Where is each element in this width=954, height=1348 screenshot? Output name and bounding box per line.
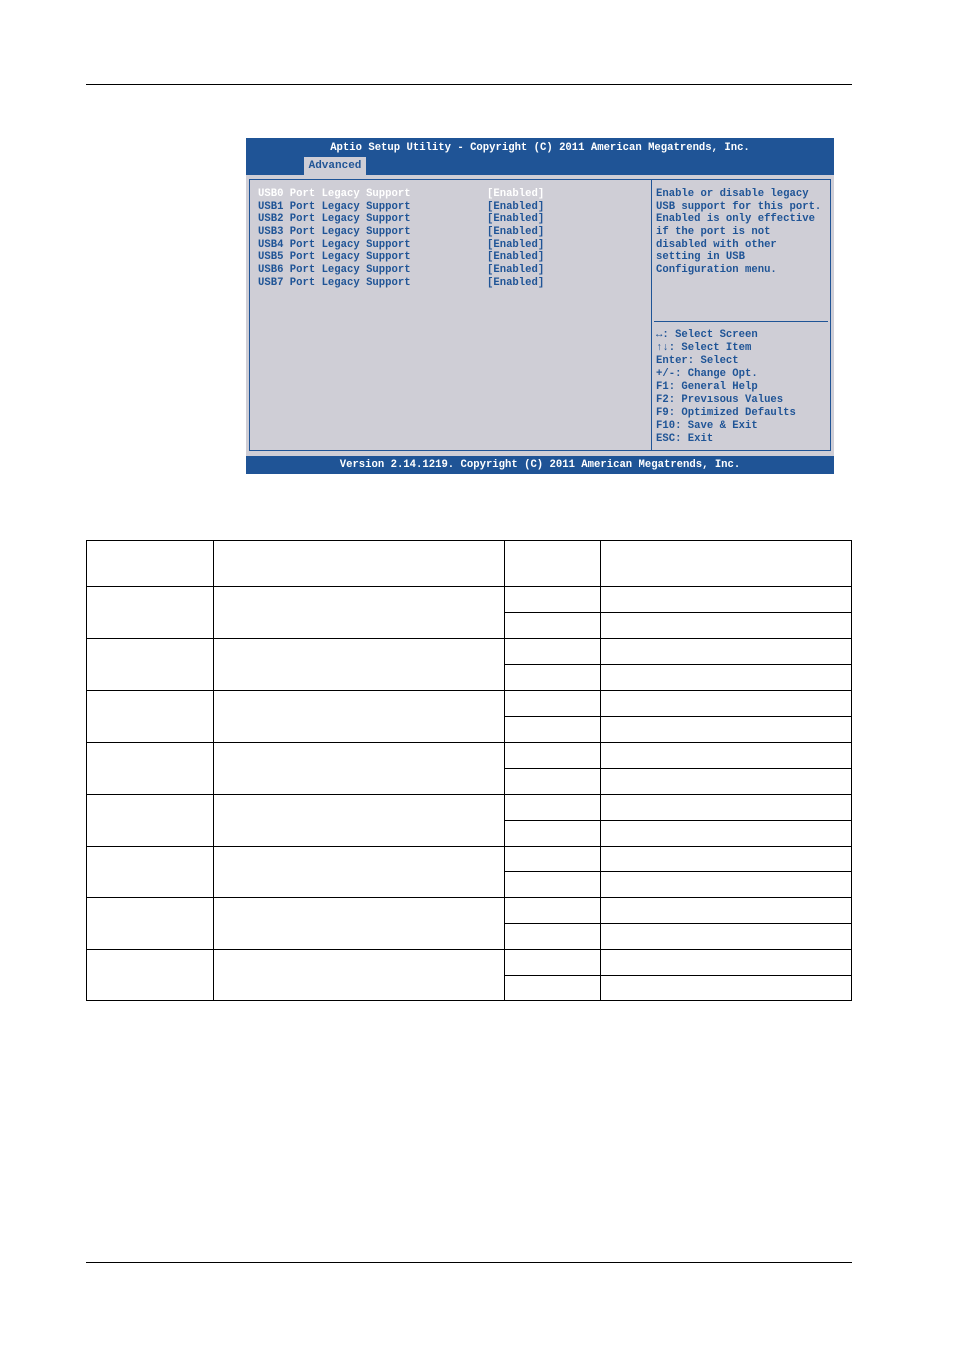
setting-value[interactable]: [Enabled]: [487, 188, 545, 200]
table-col-sep: [504, 540, 505, 1001]
help-text: [656, 188, 821, 277]
setting-value[interactable]: [Enabled]: [487, 276, 545, 289]
key-hint: F2: Prevısous Values: [656, 394, 784, 406]
table-subrow-rule: [504, 768, 852, 769]
key-hint: Enter: Select: [656, 355, 739, 367]
setting-usb7-legacy[interactable]: [258, 276, 545, 290]
setting-label: USB6 Port Legacy Support: [258, 264, 411, 277]
setting-label: USB0 Port Legacy Support: [258, 188, 411, 200]
key-hint: ↔: Select Screen: [656, 329, 758, 341]
help-line: Enabled is only effective: [656, 213, 815, 226]
help-line: setting in USB: [656, 251, 746, 264]
table-col-sep: [600, 540, 601, 1001]
help-separator: [654, 321, 828, 322]
key-hint: +/-: Change Opt.: [656, 368, 758, 380]
help-line: disabled with other: [656, 238, 777, 251]
table-subrow-rule: [504, 975, 852, 976]
table-subrow-rule: [504, 871, 852, 872]
settings-table: [86, 540, 852, 1001]
bios-header: [246, 138, 834, 175]
key-hint: F1: General Help: [656, 381, 758, 393]
setting-label: USB5 Port Legacy Support: [258, 251, 411, 264]
key-legend: [656, 329, 796, 446]
setting-value[interactable]: [Enabled]: [487, 238, 545, 251]
panel-divider: [651, 180, 652, 450]
setting-usb2-legacy[interactable]: [258, 213, 545, 226]
key-hint: ↑↓: Select Item: [656, 342, 752, 354]
table-border-right: [851, 540, 852, 1001]
setting-value[interactable]: [Enabled]: [487, 200, 545, 213]
bios-screenshot: [246, 138, 834, 474]
setting-label: USB1 Port Legacy Support: [258, 200, 411, 213]
settings-list: [258, 188, 545, 290]
setting-usb0-legacy[interactable]: [258, 188, 545, 201]
setting-value[interactable]: [Enabled]: [487, 251, 545, 264]
bios-footer: Version 2.14.1219. Copyright (C) 2011 American Megatrends, Inc.: [246, 456, 834, 474]
setting-usb4-legacy[interactable]: [258, 238, 545, 252]
table-border-left: [86, 540, 87, 1001]
setting-usb3-legacy[interactable]: [258, 226, 545, 239]
help-line: USB support for this port.: [656, 200, 822, 213]
table-subrow-rule: [504, 664, 852, 665]
setting-value[interactable]: [Enabled]: [487, 226, 545, 239]
setting-usb6-legacy[interactable]: [258, 264, 545, 277]
key-hint: ESC: Exit: [656, 433, 714, 445]
help-line: Enable or disable legacy: [656, 188, 809, 200]
table-subrow-rule: [504, 612, 852, 613]
key-hint: F10: Save & Exit: [656, 420, 758, 432]
setting-label: USB7 Port Legacy Support: [258, 276, 411, 289]
table-border-bottom: [86, 1000, 852, 1001]
table-subrow-rule: [504, 820, 852, 821]
table-subrow-rule: [504, 923, 852, 924]
table-border-top: [86, 540, 852, 541]
table-row-rule: [86, 742, 852, 743]
footer-rule: [86, 1262, 852, 1263]
bios-title: Aptio Setup Utility - Copyright (C) 2011 American Megatrends, Inc.: [330, 142, 750, 154]
bios-panel: [249, 179, 831, 451]
setting-label: USB3 Port Legacy Support: [258, 226, 411, 239]
table-row-rule: [86, 846, 852, 847]
table-header-rule: [86, 586, 852, 587]
table-row-rule: [86, 949, 852, 950]
table-col-sep: [213, 540, 214, 1001]
header-rule: [86, 84, 852, 85]
setting-label: USB4 Port Legacy Support: [258, 238, 411, 251]
table-row-rule: [86, 897, 852, 898]
key-hint: F9: Optimized Defaults: [656, 407, 796, 419]
help-line: if the port is not: [656, 226, 771, 239]
setting-usb5-legacy[interactable]: [258, 251, 545, 264]
table-row-rule: [86, 794, 852, 795]
table-row-rule: [86, 690, 852, 691]
tab-advanced[interactable]: Advanced: [304, 157, 366, 175]
help-line: Configuration menu.: [656, 264, 777, 277]
setting-usb1-legacy[interactable]: [258, 200, 545, 214]
setting-value[interactable]: [Enabled]: [487, 213, 545, 226]
table-row-rule: [86, 638, 852, 639]
setting-label: USB2 Port Legacy Support: [258, 213, 411, 226]
setting-value[interactable]: [Enabled]: [487, 264, 545, 277]
table-subrow-rule: [504, 716, 852, 717]
